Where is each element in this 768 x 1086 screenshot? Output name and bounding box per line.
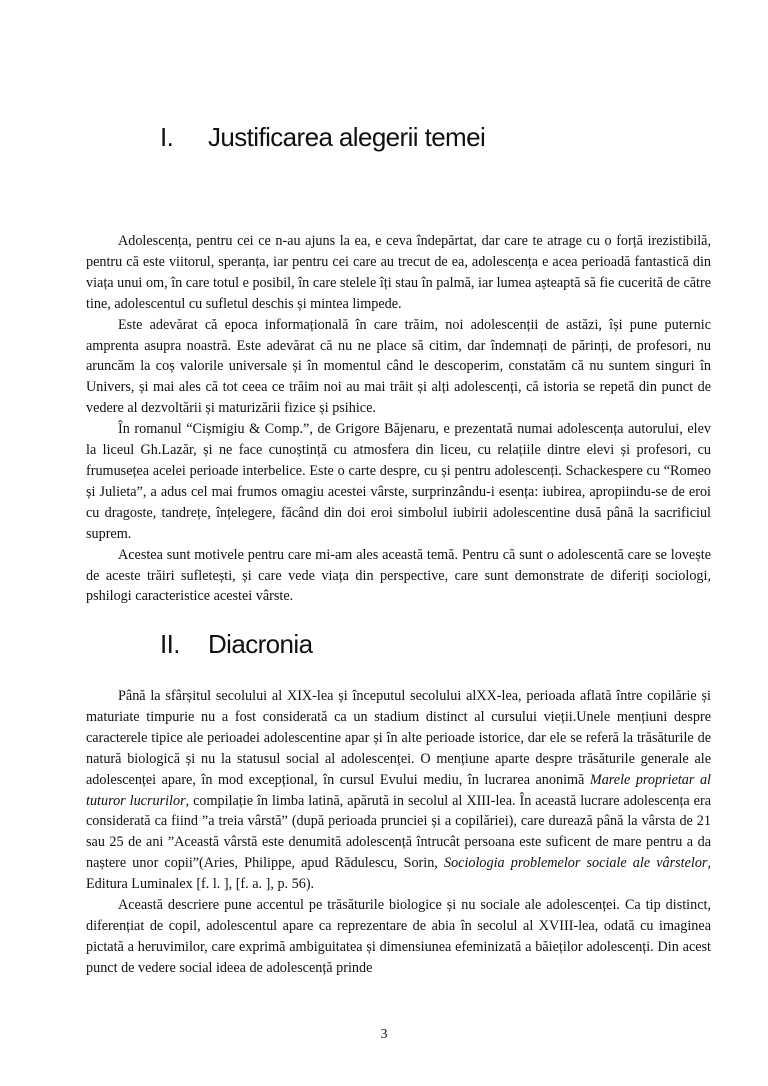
section-title-1: Justificarea alegerii temei bbox=[208, 122, 486, 152]
paragraph: Adolescența, pentru cei ce n-au ajuns la ea, e ceva îndepărtat, dar care te atrage cu o forță irezistibilă, pentru că este viitorul, speranța, iar pentru cei care au trecut de ea, adolescența e acea perioadă fantastică din viața unui om, în care totul e posibil, în care stelele îți stau în palmă, iar lumea așteaptă să fie cucerită de către tine, adolescentul cu sufletul deschis și mintea limpede. bbox=[86, 233, 711, 312]
section-body-2 bbox=[86, 686, 711, 979]
section-number-2: II. bbox=[160, 629, 180, 659]
paragraph: Acestea sunt motivele pentru care mi-am ales această temă. Pentru că sunt o adolescentă care se lovește de aceste trăiri sufletești, și care vede viața din perspective, care sunt demonstrate de diferiți sociologi, pshilogi caracteristice acestei vârste. bbox=[86, 546, 711, 605]
paragraph-text: Până la sfârșitul secolului al XIX-lea și începutul secolului alXX-lea, perioada aflată între copilărie și maturiate timpurie nu a fost considerată ca un stadium distinct al cursului vieții.Unele mențiuni despre caracterele tipice ale perioadei adolescentine apar și în alte perioade istorice, dar ele se referă la trăsăturile de natură biologică și nu la statusul social al adolescenței. O mențiune aparte despre trăsăturile generale ale adolescenței apare, în mod excepțional, în cursul Evului mediu, în lucrarea anonimă bbox=[86, 688, 711, 788]
paragraph-text: , compilație în limba latină, apărută in secolul al XIII-lea. În această lucrare adolescența era considerată ca fiind ”a treia vârstă” (după perioada pruncieі și a copilăriei), care durează până la vârsta de 21 sau 25 de ani ”Această vârstă este denumită adolescență întrucât persoana este suficent de mare pentru a da naștere unor copii”(Aries, Philippe, apud Rădulescu, Sorin, bbox=[86, 792, 711, 872]
cited-title: Sociologia problemelor sociale ale vârstelor bbox=[443, 855, 708, 872]
section-number-1: I. bbox=[160, 122, 174, 152]
paragraph: În romanul “Cișmigiu & Comp.”, de Grigore Băjenaru, e prezentată numai adolescența autorului, elev la liceul Gh.Lazăr, și ne face cunoștință cu atmosfera din liceu, cu relațiile dintre elevi și profesori, cu frumusețea acelei perioade interbelice. Este o carte despre, cu și pentru adolescenți. Schackespere cu “Romeo și Julieta”, a adus cel mai frumos omagiu acestei vârste, surprinzându-i esența: iubirea, apropiindu-se de eroi cu dragoste, tandrețe, înțelegere, făcând din doi eroi simbolul iubirii adolescentine dusă până la sacrificiul suprem. bbox=[86, 421, 711, 542]
paragraph bbox=[86, 686, 711, 895]
page-number: 3 bbox=[380, 1027, 388, 1042]
section-heading-2 bbox=[160, 629, 312, 660]
section-title-2: Diacronia bbox=[208, 629, 313, 659]
cited-title: Marele proprietar al tuturor lucrurilor bbox=[86, 771, 711, 809]
section-heading-1 bbox=[160, 122, 485, 153]
paragraph-text: , Editura Luminalex [f. l. ], [f. a. ], p. 56). bbox=[86, 855, 711, 893]
paragraph: Această descriere pune accentul pe trăsăturile biologice și nu sociale ale adolescenței. Ca tip distinct, diferențiat de copil, adolescentul apare ca reprezentare de abia în secolul al XVIII-lea, odată cu imaginea pictată a heruvimilor, care exprimă ambiguitatea și dimensiunea efeminizată a băieților adolescenți. Din acest punct de vedere social ideea de adolescență prinde bbox=[86, 897, 711, 976]
paragraph: Este adevărat că epoca informațională în care trăim, noi adolescenții de astăzi, își pune puternic amprenta asupra noastră. Este adevărat că nu ne place să citim, dar îndemnați de părinți, de profesori, nu aruncăm la coș valorile universale și în momentul când le descoperim, constatăm că nu suntem singuri în Univers, și mai ales că tot ceea ce trăim noi au mai trăit și alți adolescenți, că istoria se repetă din punct de vedere al dezvoltării și maturizării fizice și psihice. bbox=[86, 316, 711, 417]
section-body-1 bbox=[86, 231, 711, 607]
